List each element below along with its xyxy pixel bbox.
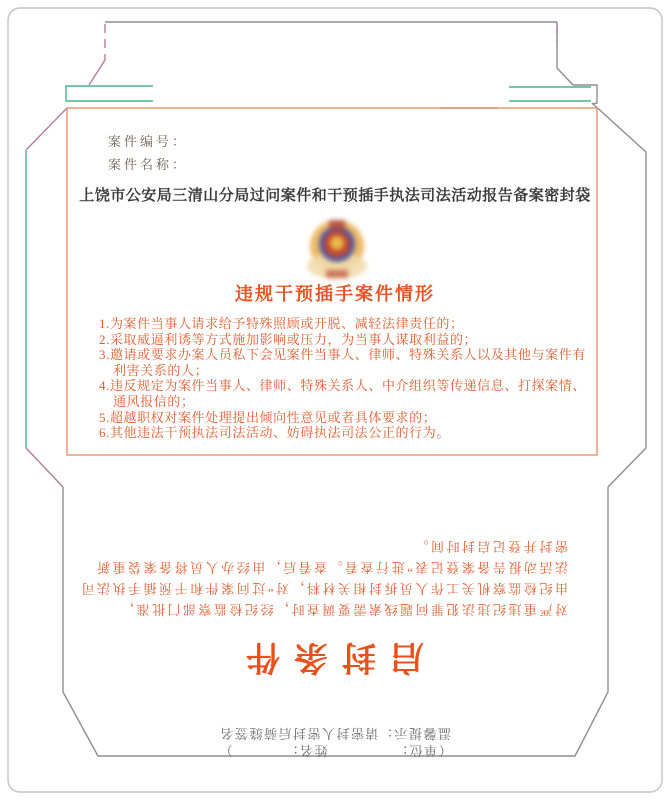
rule-item-2: 2.采取威逼利诱等方式施加影响或压力，为当事人谋取利益的； (99, 331, 478, 347)
police-badge-icon (302, 212, 372, 286)
case-labels (108, 130, 188, 176)
rule-item-3: 3.邀请或要求办案人员私下会见案件当事人、律师、特殊关系人以及其他与案件有利害关系的人； (99, 347, 586, 378)
unseal-line-1: 对严重违纪违法犯罪问题线索需要调查时，经纪检监察部门批准， (118, 602, 568, 617)
fold-over-flap (79, 528, 578, 759)
case-name-label: 案件名称： (108, 157, 189, 172)
rules-list (99, 316, 586, 441)
unseal-line-3: 法活动报告备案登记表”进行查看。查看后，由经办人员将备案袋重新 (94, 560, 568, 575)
rule-item-6: 6.其他违法干预执法司法活动、妨碍执法司法公正的行为。 (99, 425, 450, 441)
unseal-conditions-title: 启封条件 (232, 638, 424, 675)
page-title: 上饶市公安局三清山分局过问案件和干预插手执法司法活动报告备案密封袋 (79, 188, 591, 204)
unseal-conditions-paragraph (79, 536, 578, 620)
section-heading: 违规干预插手案件情形 (235, 284, 435, 304)
rule-item-4: 4.违反规定为案件当事人、律师、特殊关系人、中介组织等传递信息、打探案情、通风报信的； (99, 378, 586, 409)
rule-item-5: 5.超越职权对案件处理提出倾向性意见或者具体要求的； (99, 409, 437, 425)
unseal-line-2: 由纪检监察机关工作人员拆封相关材料，对“过问案件和干预插手执法司 (79, 581, 568, 596)
case-number-label: 案件编号： (108, 134, 189, 149)
unseal-line-4: 密封并登记启封时间。 (412, 539, 568, 554)
signature-blanks-line: （单位： 姓名： ） (218, 743, 452, 758)
rule-item-1: 1.为案件当事人请求给予特殊照顾或开脱、减轻法律责任的； (99, 316, 464, 331)
seal-notice-line: 温馨提示：请密封人密封后骑缝签名 (219, 726, 452, 741)
